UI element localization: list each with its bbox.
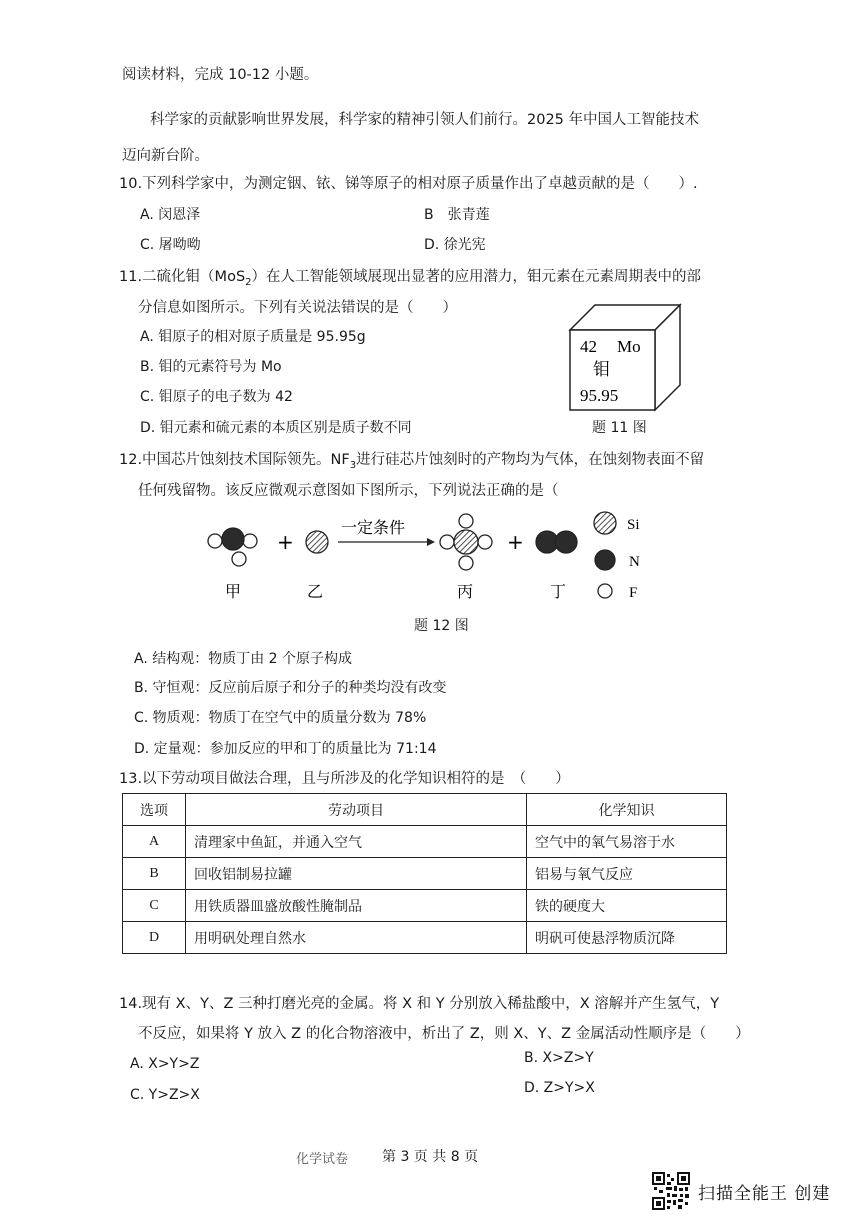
q11-figure-caption: 题 11 图	[592, 420, 647, 436]
molecule-bing	[440, 514, 492, 570]
q12-option-a: A. 结构观：物质丁由 2 个原子构成	[134, 651, 353, 667]
table-cell-knowledge: 空气中的氧气易溶于水	[527, 826, 727, 858]
q11-option-c: C. 钼原子的电子数为 42	[140, 389, 293, 405]
molecule-ding	[536, 531, 577, 553]
legend-n: N	[629, 554, 640, 570]
q13-table	[122, 793, 727, 954]
q12-option-d: D. 定量观：参加反应的甲和丁的质量比为 71:14	[134, 741, 437, 757]
molecule-yi	[306, 531, 328, 553]
footer-subject: 化学试卷	[296, 1152, 349, 1167]
q14-option-a: A. X>Y>Z	[130, 1056, 200, 1072]
table-cell-labor: 用明矾处理自然水	[186, 922, 527, 954]
table-cell-knowledge: 铁的硬度大	[527, 890, 727, 922]
q12-stem-line-1: 12.中国芯片蚀刻技术国际领先。$NF_3$进行硅芯片蚀刻时的产物均为气体，在蚀刻物表面不留	[119, 452, 705, 471]
footer-page-number: 第 3 页 共 8 页	[382, 1149, 479, 1165]
intro-line-2: 科学家的贡献影响世界发展，科学家的精神引领人们前行。2025 年中国人工智能技术	[150, 112, 700, 128]
table-header-knowledge: 化学知识	[527, 794, 727, 826]
table-cell-labor: 清理家中鱼缸，并通入空气	[186, 826, 527, 858]
table-row	[123, 826, 727, 858]
q12-stem-line-2: 任何残留物。该反应微观示意图如下图所示，下列说法正确的是（	[138, 483, 559, 499]
q14-stem-line-2: 不反应，如果将 Y 放入 Z 的化合物溶液中，析出了 Z，则 X、Y、Z 金属活动性顺序是（ ）	[138, 1026, 750, 1042]
table-row	[123, 890, 727, 922]
q11-option-a: A. 钼原子的相对原子质量是 95.95g	[140, 329, 366, 345]
label-bing: 丙	[457, 582, 474, 601]
q11-option-d: D. 钼元素和硫元素的本质区别是质子数不同	[140, 420, 412, 436]
table-cell-option: A	[123, 826, 186, 858]
element-mass: 95.95	[580, 386, 619, 405]
label-yi: 乙	[307, 582, 324, 601]
element-symbol: Mo	[617, 337, 641, 356]
q10-option-c: C. 屠呦呦	[140, 237, 201, 253]
q10-stem: 10.下列科学家中，为测定铟、铱、锑等原子的相对原子质量作出了卓越贡献的是（ ）.	[119, 176, 698, 192]
table-cell-knowledge: 铝易与氧气反应	[527, 858, 727, 890]
table-row	[123, 858, 727, 890]
table-cell-labor: 用铁质器皿盛放酸性腌制品	[186, 890, 527, 922]
q10-option-a: A. 闵恩泽	[140, 207, 201, 223]
table-row	[123, 922, 727, 954]
q11-stem-line-2: 分信息如图所示。下列有关说法错误的是（ ）	[138, 300, 457, 316]
table-header-row	[123, 794, 727, 826]
intro-line-3: 迈向新台阶。	[122, 148, 209, 164]
table-cell-option: B	[123, 858, 186, 890]
plus-sign-1: +	[277, 530, 294, 554]
table-cell-labor: 回收铝制易拉罐	[186, 858, 527, 890]
element-atomic-number: 42	[580, 337, 597, 356]
table-cell-option: D	[123, 922, 186, 954]
element-cube-figure	[565, 300, 685, 415]
q14-stem-line-1: 14.现有 X、Y、Z 三种打磨光亮的金属。将 X 和 Y 分别放入稀盐酸中，X 溶解并产生氢气，Y	[119, 996, 720, 1012]
q13-stem: 13.以下劳动项目做法合理，且与所涉及的化学知识相符的是 （ ）	[119, 771, 570, 787]
q11-stem-line-1: 11.二硫化钼（MoS$_2$）在人工智能领域展现出显著的应用潜力，钼元素在元素周期表中的部	[119, 269, 702, 288]
label-ding: 丁	[550, 582, 567, 601]
reaction-diagram	[195, 505, 675, 610]
scanner-watermark	[652, 1172, 830, 1210]
legend-f: F	[629, 585, 638, 601]
q10-option-b: B 张青莲	[424, 207, 490, 223]
q12-option-c: C. 物质观：物质丁在空气中的质量分数为 78%	[134, 710, 427, 726]
diagram-legend	[594, 512, 640, 601]
q14-option-d: D. Z>Y>X	[524, 1080, 595, 1096]
table-cell-option: C	[123, 890, 186, 922]
q14-option-b: B. X>Z>Y	[524, 1050, 594, 1066]
plus-sign-2: +	[507, 530, 524, 554]
reaction-condition: 一定条件	[341, 518, 406, 537]
table-header-option: 选项	[123, 794, 186, 826]
q14-option-c: C. Y>Z>X	[130, 1087, 200, 1103]
element-name: 钼	[593, 360, 610, 379]
legend-si: Si	[627, 517, 640, 533]
intro-line-1: 阅读材料，完成 10-12 小题。	[122, 67, 319, 83]
label-jia: 甲	[225, 582, 242, 601]
scanner-label: 扫描全能王 创建	[698, 1183, 831, 1204]
qr-code-icon	[652, 1172, 690, 1210]
table-cell-knowledge: 明矾可使悬浮物质沉降	[527, 922, 727, 954]
q12-figure-caption: 题 12 图	[414, 618, 469, 634]
q10-option-d: D. 徐光宪	[424, 237, 486, 253]
q12-option-b: B. 守恒观：反应前后原子和分子的种类均没有改变	[134, 680, 447, 696]
q11-option-b: B. 钼的元素符号为 Mo	[140, 359, 282, 375]
table-header-labor: 劳动项目	[186, 794, 527, 826]
molecule-jia	[208, 528, 257, 566]
